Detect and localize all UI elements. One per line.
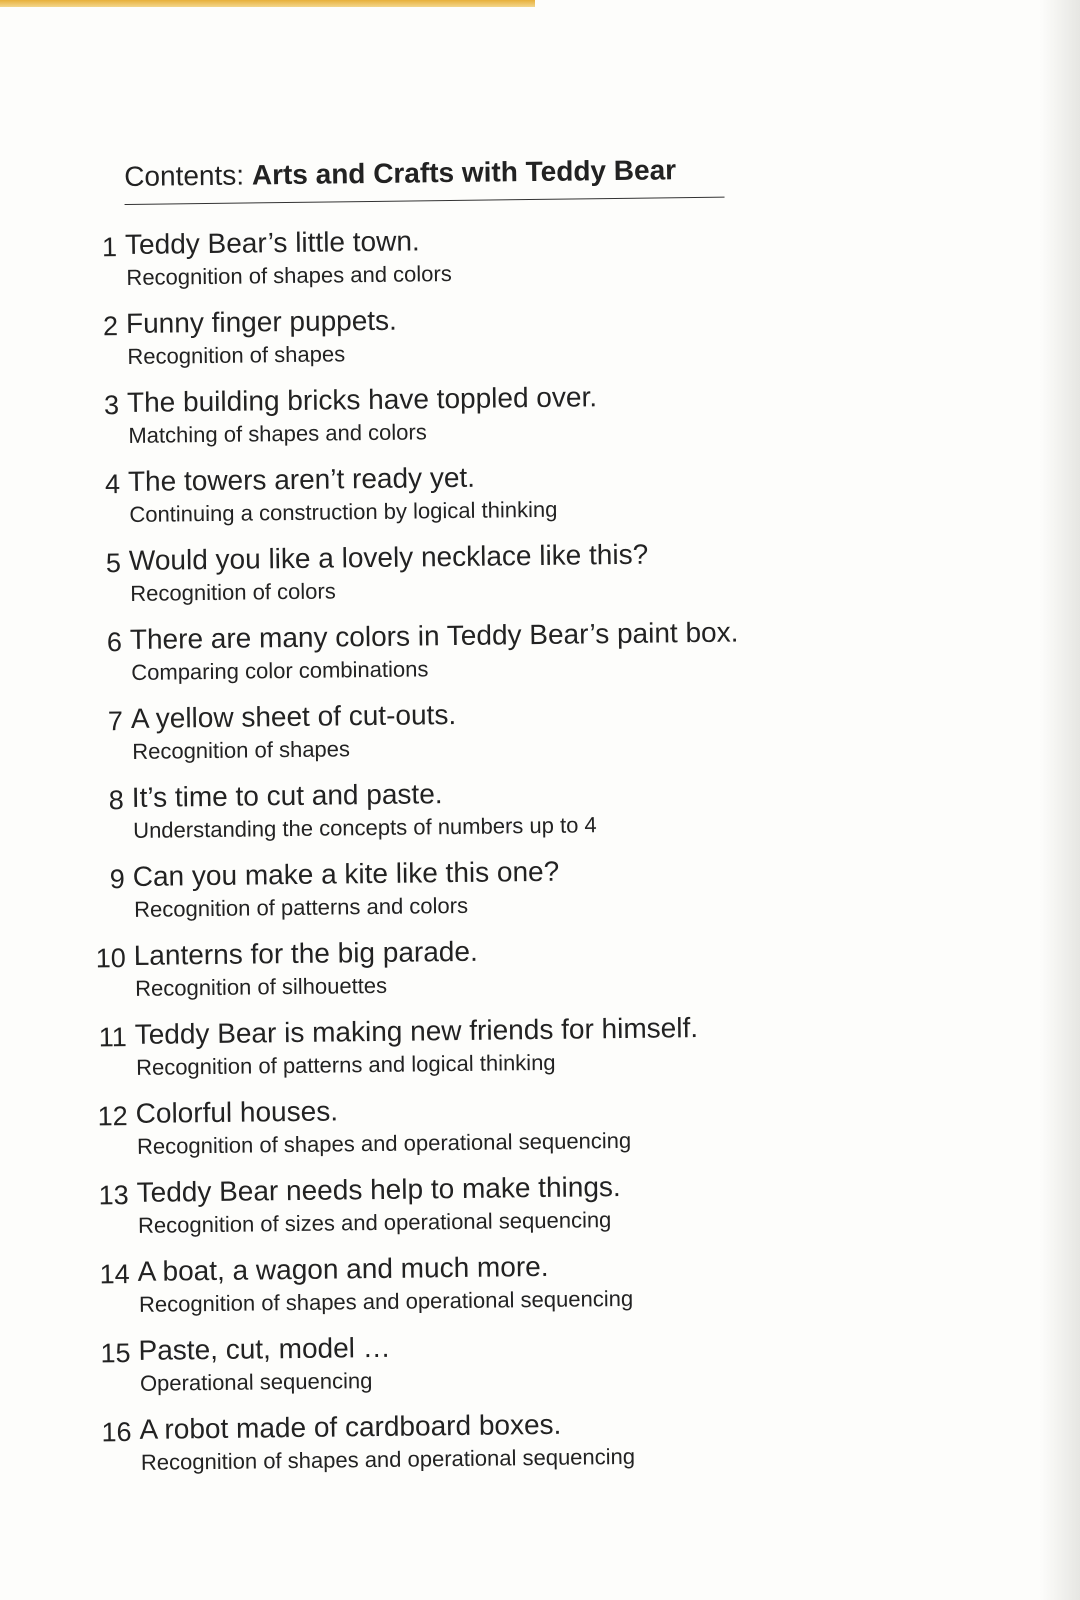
entry-number: 11: [98, 1022, 127, 1053]
list-item: [98, 1166, 857, 1254]
list-item: [102, 297, 847, 385]
entry-number: 2: [102, 311, 119, 342]
list-item: [95, 929, 855, 1017]
entry-subtitle: Understanding the concepts of numbers up to 4: [133, 812, 597, 843]
entry-number: 6: [106, 627, 123, 658]
entry-number: 9: [109, 864, 125, 895]
entry-subtitle: Recognition of patterns and colors: [134, 892, 469, 922]
entry-title: A yellow sheet of cut-outs.: [130, 698, 457, 734]
entry-number: 1: [101, 232, 118, 263]
entry-title: Colorful houses.: [135, 1095, 339, 1129]
list-item: [97, 1087, 856, 1175]
heading-prefix: Contents:: [124, 159, 245, 192]
list-item: [103, 376, 848, 464]
entry-title: Paste, cut, model …: [138, 1331, 391, 1366]
entry-subtitle: Recognition of shapes and operational sequencing: [140, 1443, 636, 1475]
entry-number: 13: [98, 1180, 129, 1211]
entry-number: 4: [104, 469, 121, 500]
entry-subtitle: Operational sequencing: [139, 1368, 373, 1396]
list-item: [109, 850, 854, 938]
list-item: [105, 534, 850, 622]
entry-subtitle: Recognition of shapes: [132, 736, 351, 764]
entry-title: A boat, a wagon and much more.: [137, 1250, 549, 1287]
entry-title: Teddy Bear is making new friends for himself.: [134, 1012, 699, 1050]
list-item: [99, 1245, 858, 1333]
entry-number: 12: [97, 1101, 128, 1132]
entry-number: 7: [107, 706, 124, 737]
entry-subtitle: Recognition of silhouettes: [134, 972, 388, 1001]
entry-title: The towers aren’t ready yet.: [127, 461, 476, 497]
entry-subtitle: Recognition of patterns and logical thinking: [135, 1049, 556, 1080]
entry-title: Funny finger puppets.: [125, 304, 398, 339]
entry-title: The building bricks have toppled over.: [126, 381, 598, 418]
entry-number: 14: [99, 1259, 130, 1290]
scan-shadow: [1040, 0, 1080, 1600]
book-title: Arts and Crafts with Teddy Bear: [251, 154, 677, 191]
entry-number: 3: [103, 390, 120, 421]
list-item: [107, 692, 852, 780]
entry-title: It’s time to cut and paste.: [131, 778, 443, 813]
contents-page: [95, 149, 860, 1491]
entry-title: Teddy Bear needs help to make things.: [136, 1171, 621, 1208]
list-item: [106, 613, 851, 701]
list-item: [101, 1403, 860, 1491]
list-item: [108, 771, 853, 859]
entry-subtitle: Matching of shapes and colors: [128, 419, 427, 448]
entry-number: 5: [105, 548, 122, 579]
contents-heading: [124, 151, 725, 205]
entry-subtitle: Recognition of shapes and colors: [126, 261, 452, 290]
page-top-edge: [0, 0, 535, 7]
entry-subtitle: Comparing color combinations: [131, 656, 429, 685]
entry-title: A robot made of cardboard boxes.: [139, 1408, 562, 1445]
entry-title: Would you like a lovely necklace like this?: [128, 538, 649, 576]
entry-subtitle: Continuing a construction by logical thinking: [129, 496, 558, 527]
entry-number: 16: [101, 1417, 132, 1448]
entry-subtitle: Recognition of shapes and operational sequencing: [138, 1285, 634, 1317]
list-item: [101, 218, 846, 306]
entry-subtitle: Recognition of shapes: [127, 341, 346, 369]
entry-title: Lanterns for the big parade.: [133, 935, 478, 971]
contents-list: [95, 218, 860, 1491]
entry-subtitle: Recognition of colors: [130, 578, 336, 606]
entry-number: 8: [108, 785, 125, 816]
entry-title: Can you make a kite like this one?: [132, 855, 560, 892]
list-item: [98, 1008, 855, 1096]
entry-subtitle: Recognition of shapes and operational sequencing: [136, 1127, 632, 1159]
entry-subtitle: Recognition of sizes and operational sequencing: [137, 1207, 612, 1238]
entry-title: There are many colors in Teddy Bear’s paint box.: [129, 616, 739, 655]
entry-number: 15: [100, 1338, 131, 1369]
entry-title: Teddy Bear’s little town.: [124, 225, 420, 260]
list-item: [100, 1324, 859, 1412]
entry-number: 10: [95, 943, 126, 974]
list-item: [104, 455, 849, 543]
